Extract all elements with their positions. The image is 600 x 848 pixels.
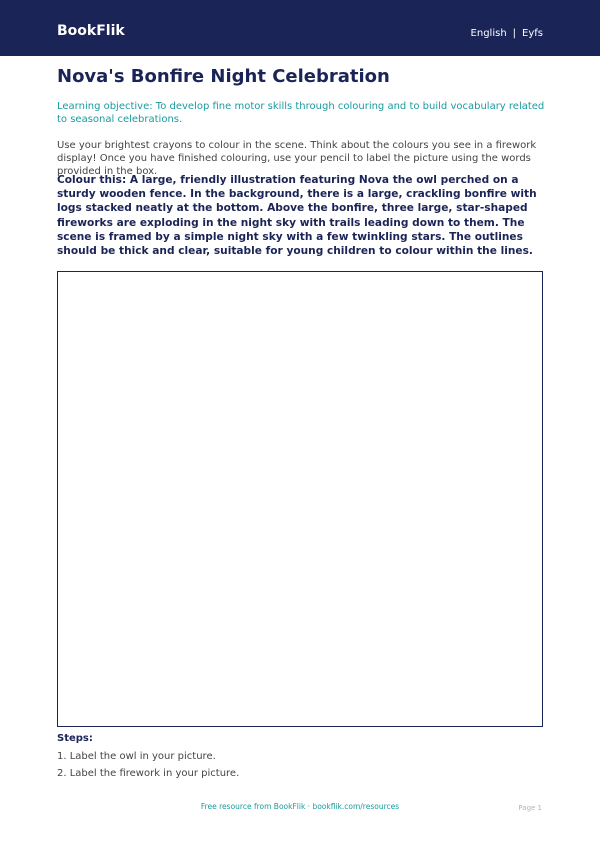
header-meta (471, 27, 543, 41)
brand-logo[interactable]: BookFlik (57, 23, 125, 39)
step-item: 1. Label the owl in your picture. (57, 751, 216, 762)
level-label: Eyfs (522, 28, 543, 39)
steps-heading: Steps: (57, 733, 93, 744)
steps-list (57, 750, 239, 784)
colour-prompt: Colour this: A large, friendly illustration featuring Nova the owl perched on a sturdy wooden fence. In the background, there is a large, crackling bonfire with logs stacked neatly at the bottom. Above the bonfire, three large, star-shaped fireworks are exploding in the night sky with trails leading down to them. The scene is framed by a simple night sky with a few twinkling stars. The outlines should be thick and clear, suitable for young children to colour within the lines. (57, 174, 537, 258)
learning-objective: Learning objective: To develop fine motor skills through colouring and to build vocabulary related to seasonal celebrations. (57, 101, 545, 125)
subject-label: English (470, 28, 507, 39)
meta-separator: | (512, 28, 517, 39)
page-title: Nova's Bonfire Night Celebration (57, 66, 390, 87)
footer-link[interactable]: Free resource from BookFlik · bookflik.com/resources (200, 802, 400, 811)
instructions-text: Use your brightest crayons to colour in the scene. Think about the colours you see in a firework display! Once you have finished colouring, use your pencil to label the picture using the words provided in the box. (57, 140, 537, 177)
colouring-area[interactable] (57, 271, 543, 727)
step-item: 2. Label the firework in your picture. (57, 768, 240, 779)
page-number: Page 1 (518, 804, 542, 812)
header-bar (0, 0, 600, 56)
